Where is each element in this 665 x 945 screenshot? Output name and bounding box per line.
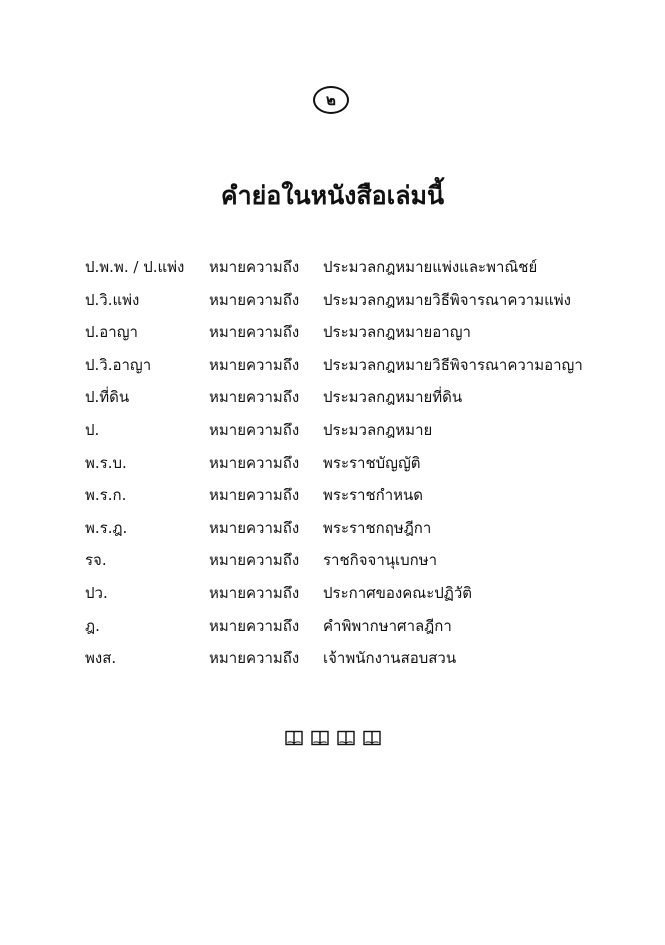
- end-ornament: [0, 730, 665, 746]
- abbreviation: พงส.: [85, 649, 117, 668]
- list-item: [85, 317, 605, 350]
- full-term: ประมวลกฎหมาย: [323, 420, 433, 439]
- list-item: [85, 480, 605, 513]
- means-label: หมายความถึง: [209, 649, 300, 668]
- abbreviation-list: [85, 252, 605, 676]
- means-label: หมายความถึง: [209, 453, 300, 472]
- full-term: ประกาศของคณะปฏิวัติ: [323, 583, 473, 602]
- open-book-icon: [337, 730, 355, 746]
- open-book-icon: [311, 730, 329, 746]
- means-label: หมายความถึง: [209, 486, 300, 505]
- page-number-badge: [313, 86, 349, 114]
- full-term: คำพิพากษาศาลฎีกา: [323, 616, 452, 635]
- abbreviation: ป.วิ.แพ่ง: [85, 290, 140, 309]
- means-label: หมายความถึง: [209, 258, 300, 276]
- abbreviation: ป.วิ.อาญา: [85, 355, 152, 374]
- abbreviation: พ.ร.บ.: [85, 453, 127, 472]
- means-label: หมายความถึง: [209, 616, 300, 635]
- abbreviation: ป.: [85, 420, 100, 439]
- full-term: พระราชกฤษฎีกา: [323, 518, 432, 537]
- abbreviation: พ.ร.ฎ.: [85, 518, 128, 537]
- means-label: หมายความถึง: [209, 518, 300, 537]
- list-item: [85, 513, 605, 546]
- full-term: พระราชกำหนด: [323, 486, 424, 505]
- abbreviation: พ.ร.ก.: [85, 486, 127, 505]
- open-book-icon: [363, 730, 381, 746]
- abbreviation: ป.ที่ดิน: [85, 388, 130, 407]
- list-item: [85, 545, 605, 578]
- means-label: หมายความถึง: [209, 420, 300, 439]
- full-term: ประมวลกฎหมายอาญา: [323, 323, 471, 342]
- means-label: หมายความถึง: [209, 290, 300, 309]
- full-term: ประมวลกฎหมายที่ดิน: [323, 388, 463, 407]
- list-item: [85, 252, 605, 285]
- full-term: เจ้าพนักงานสอบสวน: [323, 649, 457, 668]
- abbreviation: ป.อาญา: [85, 323, 138, 342]
- abbreviation: ฎ.: [85, 616, 100, 635]
- list-item: [85, 611, 605, 644]
- full-term: ประมวลกฎหมายวิธีพิจารณาความแพ่ง: [323, 290, 571, 309]
- page-number: ๒: [326, 90, 336, 109]
- full-term: ประมวลกฎหมายแพ่งและพาณิชย์: [323, 258, 538, 276]
- open-book-icon: [285, 730, 303, 746]
- means-label: หมายความถึง: [209, 323, 300, 342]
- list-item: [85, 350, 605, 383]
- list-item: [85, 382, 605, 415]
- means-label: หมายความถึง: [209, 388, 300, 407]
- abbreviation: ปว.: [85, 583, 108, 602]
- full-term: ประมวลกฎหมายวิธีพิจารณาความอาญา: [323, 355, 583, 374]
- full-term: พระราชบัญญัติ: [323, 453, 421, 472]
- page-title: คำย่อในหนังสือเล่มนี้: [220, 181, 445, 210]
- means-label: หมายความถึง: [209, 551, 300, 570]
- abbreviation: รจ.: [85, 551, 107, 570]
- list-item: [85, 415, 605, 448]
- list-item: [85, 578, 605, 611]
- means-label: หมายความถึง: [209, 583, 300, 602]
- means-label: หมายความถึง: [209, 355, 300, 374]
- list-item: [85, 643, 605, 676]
- abbreviation: ป.พ.พ. / ป.แพ่ง: [85, 258, 185, 276]
- list-item: [85, 448, 605, 481]
- full-term: ราชกิจจานุเบกษา: [323, 551, 438, 570]
- list-item: [85, 285, 605, 318]
